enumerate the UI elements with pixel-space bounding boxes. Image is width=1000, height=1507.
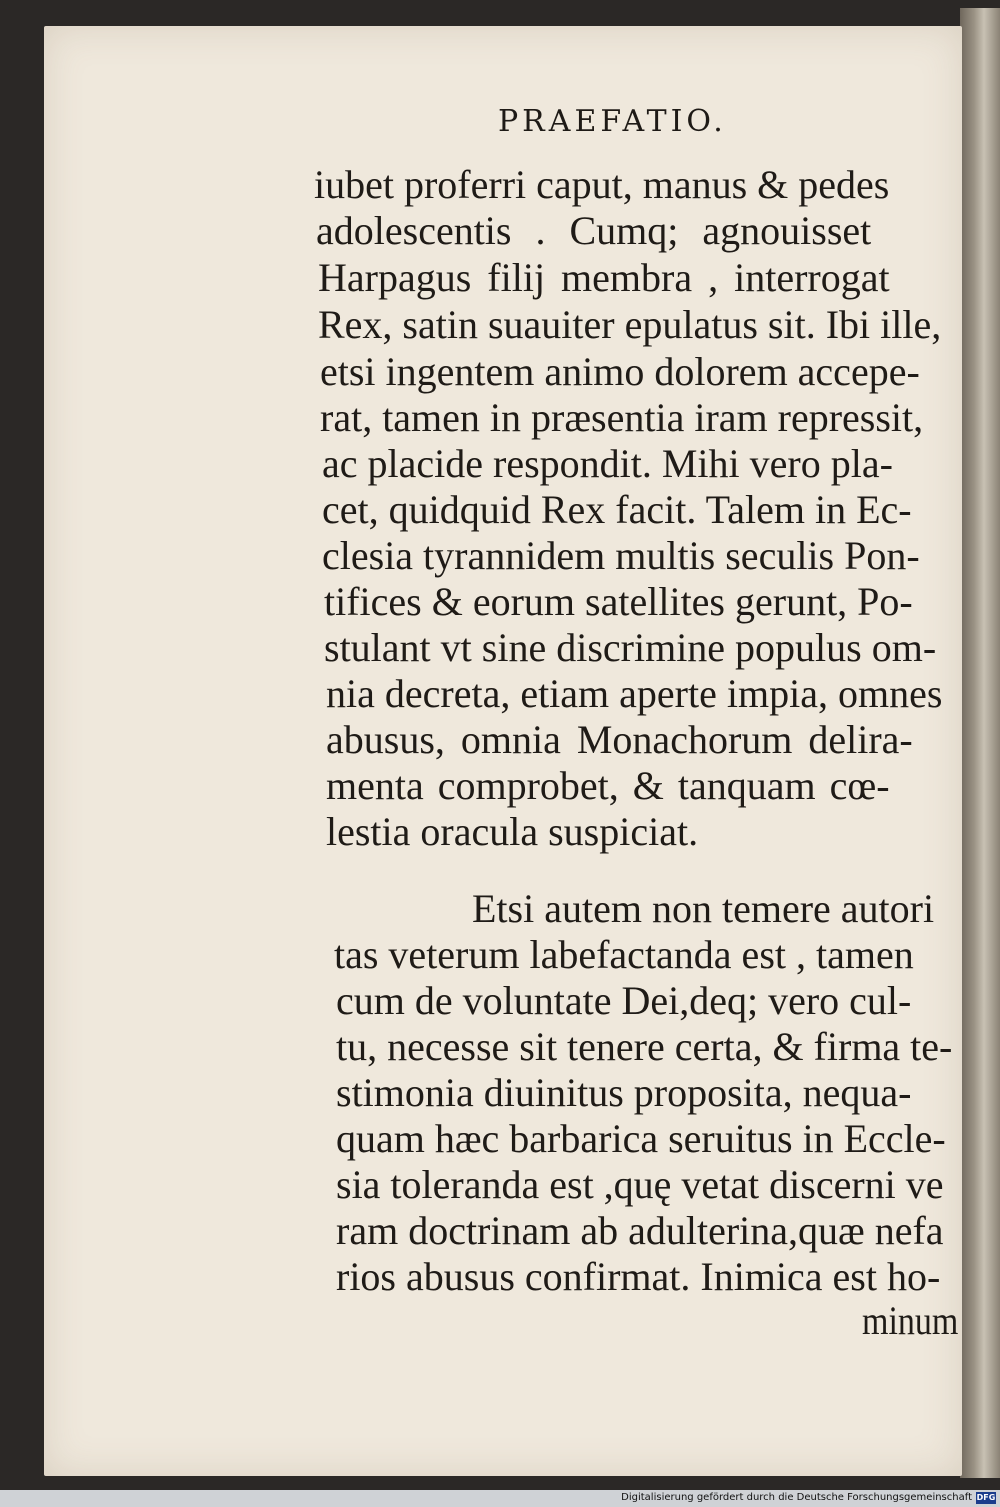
text-line: menta comprobet, & tanquam cœ- <box>326 763 890 808</box>
text-line: cum de voluntate Dei,deq; vero cul- <box>336 978 912 1023</box>
text-line: tas veterum labefactanda est , tamen <box>334 932 914 977</box>
text-line: stulant vt sine discrimine populus om- <box>324 625 937 670</box>
text-line: Etsi autem non temere autori <box>472 886 935 931</box>
running-head: PRAEFATIO. <box>498 104 727 139</box>
text-line: quam hæc barbarica seruitus in Eccle- <box>336 1116 946 1161</box>
text-line: abusus, omnia Monachorum delira- <box>326 717 913 762</box>
text-line: Rex, satin suauiter epulatus sit. Ibi ille, <box>318 302 942 347</box>
text-line: Harpagus filij membra , interrogat <box>318 255 890 300</box>
footer-credit: Digitalisierung gefördert durch die Deutsche Forschungsgemeinschaft <box>621 1492 972 1503</box>
catchword: minum <box>862 1298 959 1343</box>
text-line: rios abusus confirmat. Inimica est ho- <box>336 1254 941 1299</box>
text-line: clesia tyrannidem multis seculis Pon- <box>322 533 920 578</box>
text-line: ram doctrinam ab adulterina,quæ nefa <box>336 1208 944 1253</box>
text-line: lestia oracula suspiciat. <box>326 809 699 854</box>
text-line: adolescentis . Cumq; agnouisset <box>316 208 872 253</box>
text-line: etsi ingentem animo dolorem accepe- <box>320 349 920 394</box>
page-edge <box>960 8 1000 1478</box>
text-line: cet, quidquid Rex facit. Talem in Ec- <box>322 487 912 532</box>
text-line: tu, necesse sit tenere certa, & firma te- <box>336 1024 953 1069</box>
text-line: sia toleranda est ,quę vetat discerni ve <box>336 1162 944 1207</box>
text-line: nia decreta, etiam aperte impia, omnes <box>326 671 943 716</box>
text-line: iubet proferri caput, manus & pedes <box>314 162 890 207</box>
text-line: stimonia diuinitus proposita, nequa- <box>336 1070 912 1115</box>
text-line: tifices & eorum satellites gerunt, Po- <box>324 579 913 624</box>
text-line: rat, tamen in præsentia iram repressit, <box>320 395 924 440</box>
dfg-logo-icon: DFG <box>976 1493 996 1502</box>
text-line: ac placide respondit. Mihi vero pla- <box>322 441 893 486</box>
